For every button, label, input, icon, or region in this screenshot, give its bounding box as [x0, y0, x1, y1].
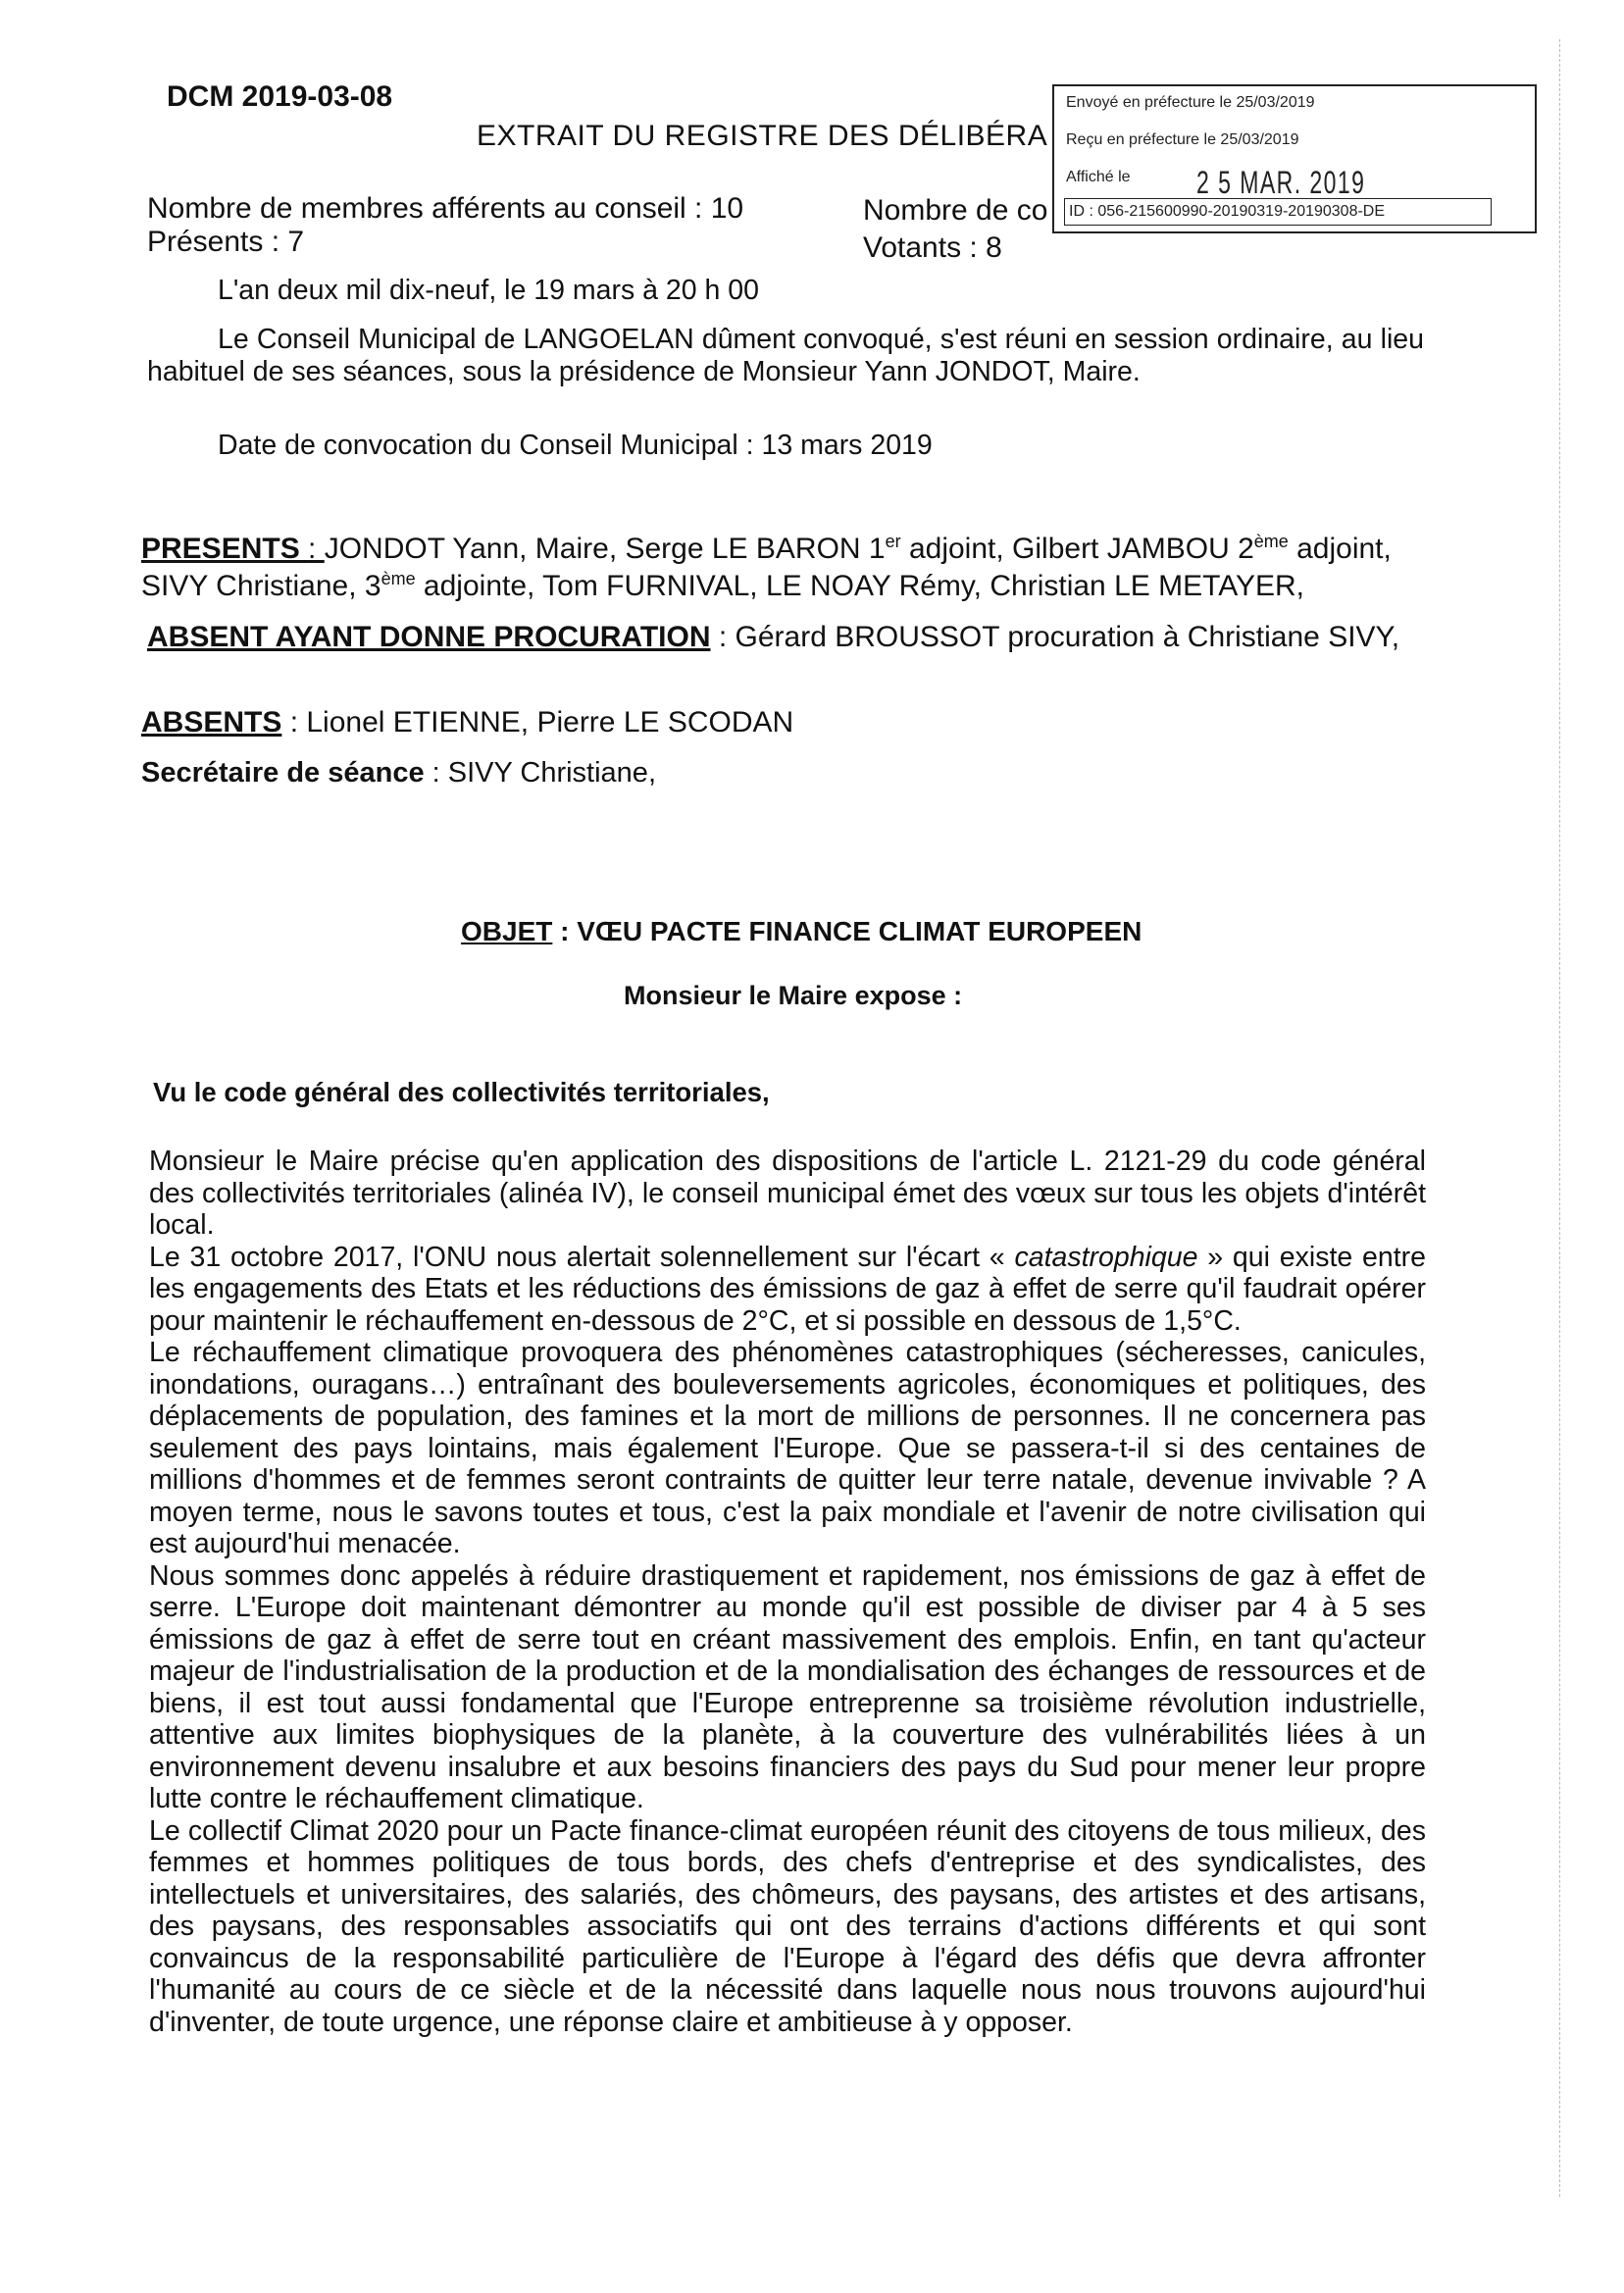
- stamp-id: ID : 056-215600990-20190319-20190308-DE: [1064, 198, 1492, 226]
- meeting-date: L'an deux mil dix-neuf, le 19 mars à 20 h 00: [218, 275, 760, 306]
- prefecture-stamp: [1052, 84, 1537, 233]
- secretary-label: Secrétaire de séance: [141, 757, 425, 789]
- body-text: [149, 1146, 1426, 2038]
- presents-text-b: adjoint, Gilbert JAMBOU 2: [900, 533, 1254, 565]
- presents-text-a: JONDOT Yann, Maire, Serge LE BARON 1: [324, 533, 886, 565]
- secretary-text: : SIVY Christiane,: [424, 757, 656, 789]
- convocation-date: Date de convocation du Conseil Municipal : 13 mars 2019: [218, 430, 933, 461]
- body-paragraph-1: Monsieur le Maire précise qu'en application des dispositions de l'article L. 2121-29 du code général des collectivités territoriales (alinéa IV), le conseil municipal émet des vœux sur tous les objets d'intérêt local.: [149, 1146, 1426, 1241]
- absents-label: ABSENTS: [141, 706, 282, 739]
- procuration-label: ABSENT AYANT DONNE PROCURATION: [147, 621, 711, 653]
- ordinal-sup: ème: [1253, 532, 1289, 551]
- nombre-de-label: Nombre de co: [863, 194, 1048, 227]
- presents-text-d: SIVY Christiane, 3: [141, 570, 381, 602]
- stamp-posted-label: Affiché le: [1066, 169, 1131, 185]
- members-count: Nombre de membres afférents au conseil : 10: [147, 192, 744, 225]
- body-paragraph-2: [149, 1242, 1426, 1338]
- ordinal-sup: ème: [381, 569, 416, 588]
- session-paragraph: Le Conseil Municipal de LANGOELAN dûment convoqué, s'est réuni en session ordinaire, au lieu habituel de ses séances, sous la présidence de Monsieur Yann JONDOT, Maire.: [147, 324, 1424, 387]
- presents-colon: :: [308, 533, 325, 565]
- ordinal-sup: er: [885, 532, 901, 551]
- procuration-text: : Gérard BROUSSOT procuration à Christiane SIVY,: [710, 621, 1400, 653]
- presents-count: Présents : 7: [147, 226, 305, 258]
- secretary-line: [141, 757, 656, 790]
- stamp-sent-line: Envoyé en préfecture le 25/03/2019: [1066, 94, 1315, 111]
- presents-line-1: [141, 532, 1392, 566]
- presents-label: PRESENTS: [141, 533, 309, 565]
- p2-start: Le 31 octobre 2017, l'ONU nous alertait solennellement sur l'écart «: [149, 1241, 1015, 1273]
- votants-count: Votants : 8: [863, 231, 1002, 264]
- body-paragraph-4: Nous sommes donc appelés à réduire drastiquement et rapidement, nos émissions de gaz à effet de serre. L'Europe doit maintenant démontrer au monde qu'il est possible de diviser par 4 à 5 ses émissions de gaz à effet de serre tout en créant massivement des emplois. Enfin, en tant qu'acteur majeur de l'industrialisation de la production et de la mondialisation des échanges de ressources et de biens, il est tout aussi fondamental que l'Europe entreprenne sa troisième révolution industrielle, attentive aux limites biophysiques de la planète, à la couverture des vulnérabilités liées à un environnement devenu insalubre et aux besoins financiers des pays du Sud pour mener leur propre lutte contre le réchauffement climatique.: [149, 1559, 1426, 1814]
- p2-end: » qui existe entre les engagements des Etats et les réductions des émissions de gaz à effet de serre qu'il faudrait opérer pour maintenir le réchauffement en-dessous de 2°C, et si possible en dessous de 1,5°C.: [149, 1241, 1426, 1337]
- code-reference: Vu le code général des collectivités territoriales,: [153, 1077, 770, 1107]
- body-paragraph-3: Le réchauffement climatique provoquera des phénomènes catastrophiques (sécheresses, canicules, inondations, ouragans…) entraînant des bouleversements agricoles, économiques et politiques, des déplacements de population, des famines et la mort de millions de personnes. Il ne concernera pas seulement des pays lointains, mais également l'Europe. Que se passera-t-il si des centaines de millions d'hommes et de femmes seront contraints de quitter leur terre natale, devenue invivable ? A moyen terme, nous le savons toutes et tous, c'est la paix mondiale et l'avenir de notre civilisation qui est aujourd'hui menacée.: [149, 1337, 1426, 1559]
- object-title: [461, 916, 1142, 947]
- object-label: OBJET: [461, 916, 553, 946]
- expose-heading: Monsieur le Maire expose :: [624, 981, 963, 1010]
- absents-line: [141, 706, 793, 739]
- deliberation-number: DCM 2019-03-08: [167, 80, 393, 113]
- p2-emphasis: catastrophique: [1014, 1241, 1198, 1273]
- stamp-received-line: Reçu en préfecture le 25/03/2019: [1066, 131, 1299, 148]
- register-title: EXTRAIT DU REGISTRE DES DÉLIBÉRA: [477, 120, 1048, 152]
- presents-text-e: adjointe, Tom FURNIVAL, LE NOAY Rémy, Christian LE METAYER,: [415, 570, 1304, 602]
- stamp-posted-date: 2 5 MAR. 2019: [1196, 165, 1366, 200]
- scan-edge-line: [1559, 39, 1560, 2197]
- body-paragraph-5: Le collectif Climat 2020 pour un Pacte finance-climat européen réunit des citoyens de tous milieux, des femmes et hommes politiques de tous bords, des chefs d'entreprise et des syndicalistes, des intellectuels et universitaires, des salariés, des chômeurs, des paysans, des artistes et des artisans, des paysans, des responsables associatifs qui ont des terrains d'actions différents et qui sont convaincus de la responsabilité particulière de l'Europe à l'égard des défis que devra affronter l'humanité au cours de ce siècle et de la nécessité dans laquelle nous nous trouvons aujourd'hui d'inventer, de toute urgence, une réponse claire et ambitieuse à y opposer.: [149, 1814, 1426, 2038]
- procuration-paragraph: [147, 620, 1422, 655]
- object-text: : VŒU PACTE FINANCE CLIMAT EUROPEEN: [552, 916, 1142, 946]
- presents-line-2: [141, 569, 1304, 603]
- presents-text-c: adjoint,: [1288, 533, 1392, 565]
- absents-text: : Lionel ETIENNE, Pierre LE SCODAN: [281, 706, 794, 739]
